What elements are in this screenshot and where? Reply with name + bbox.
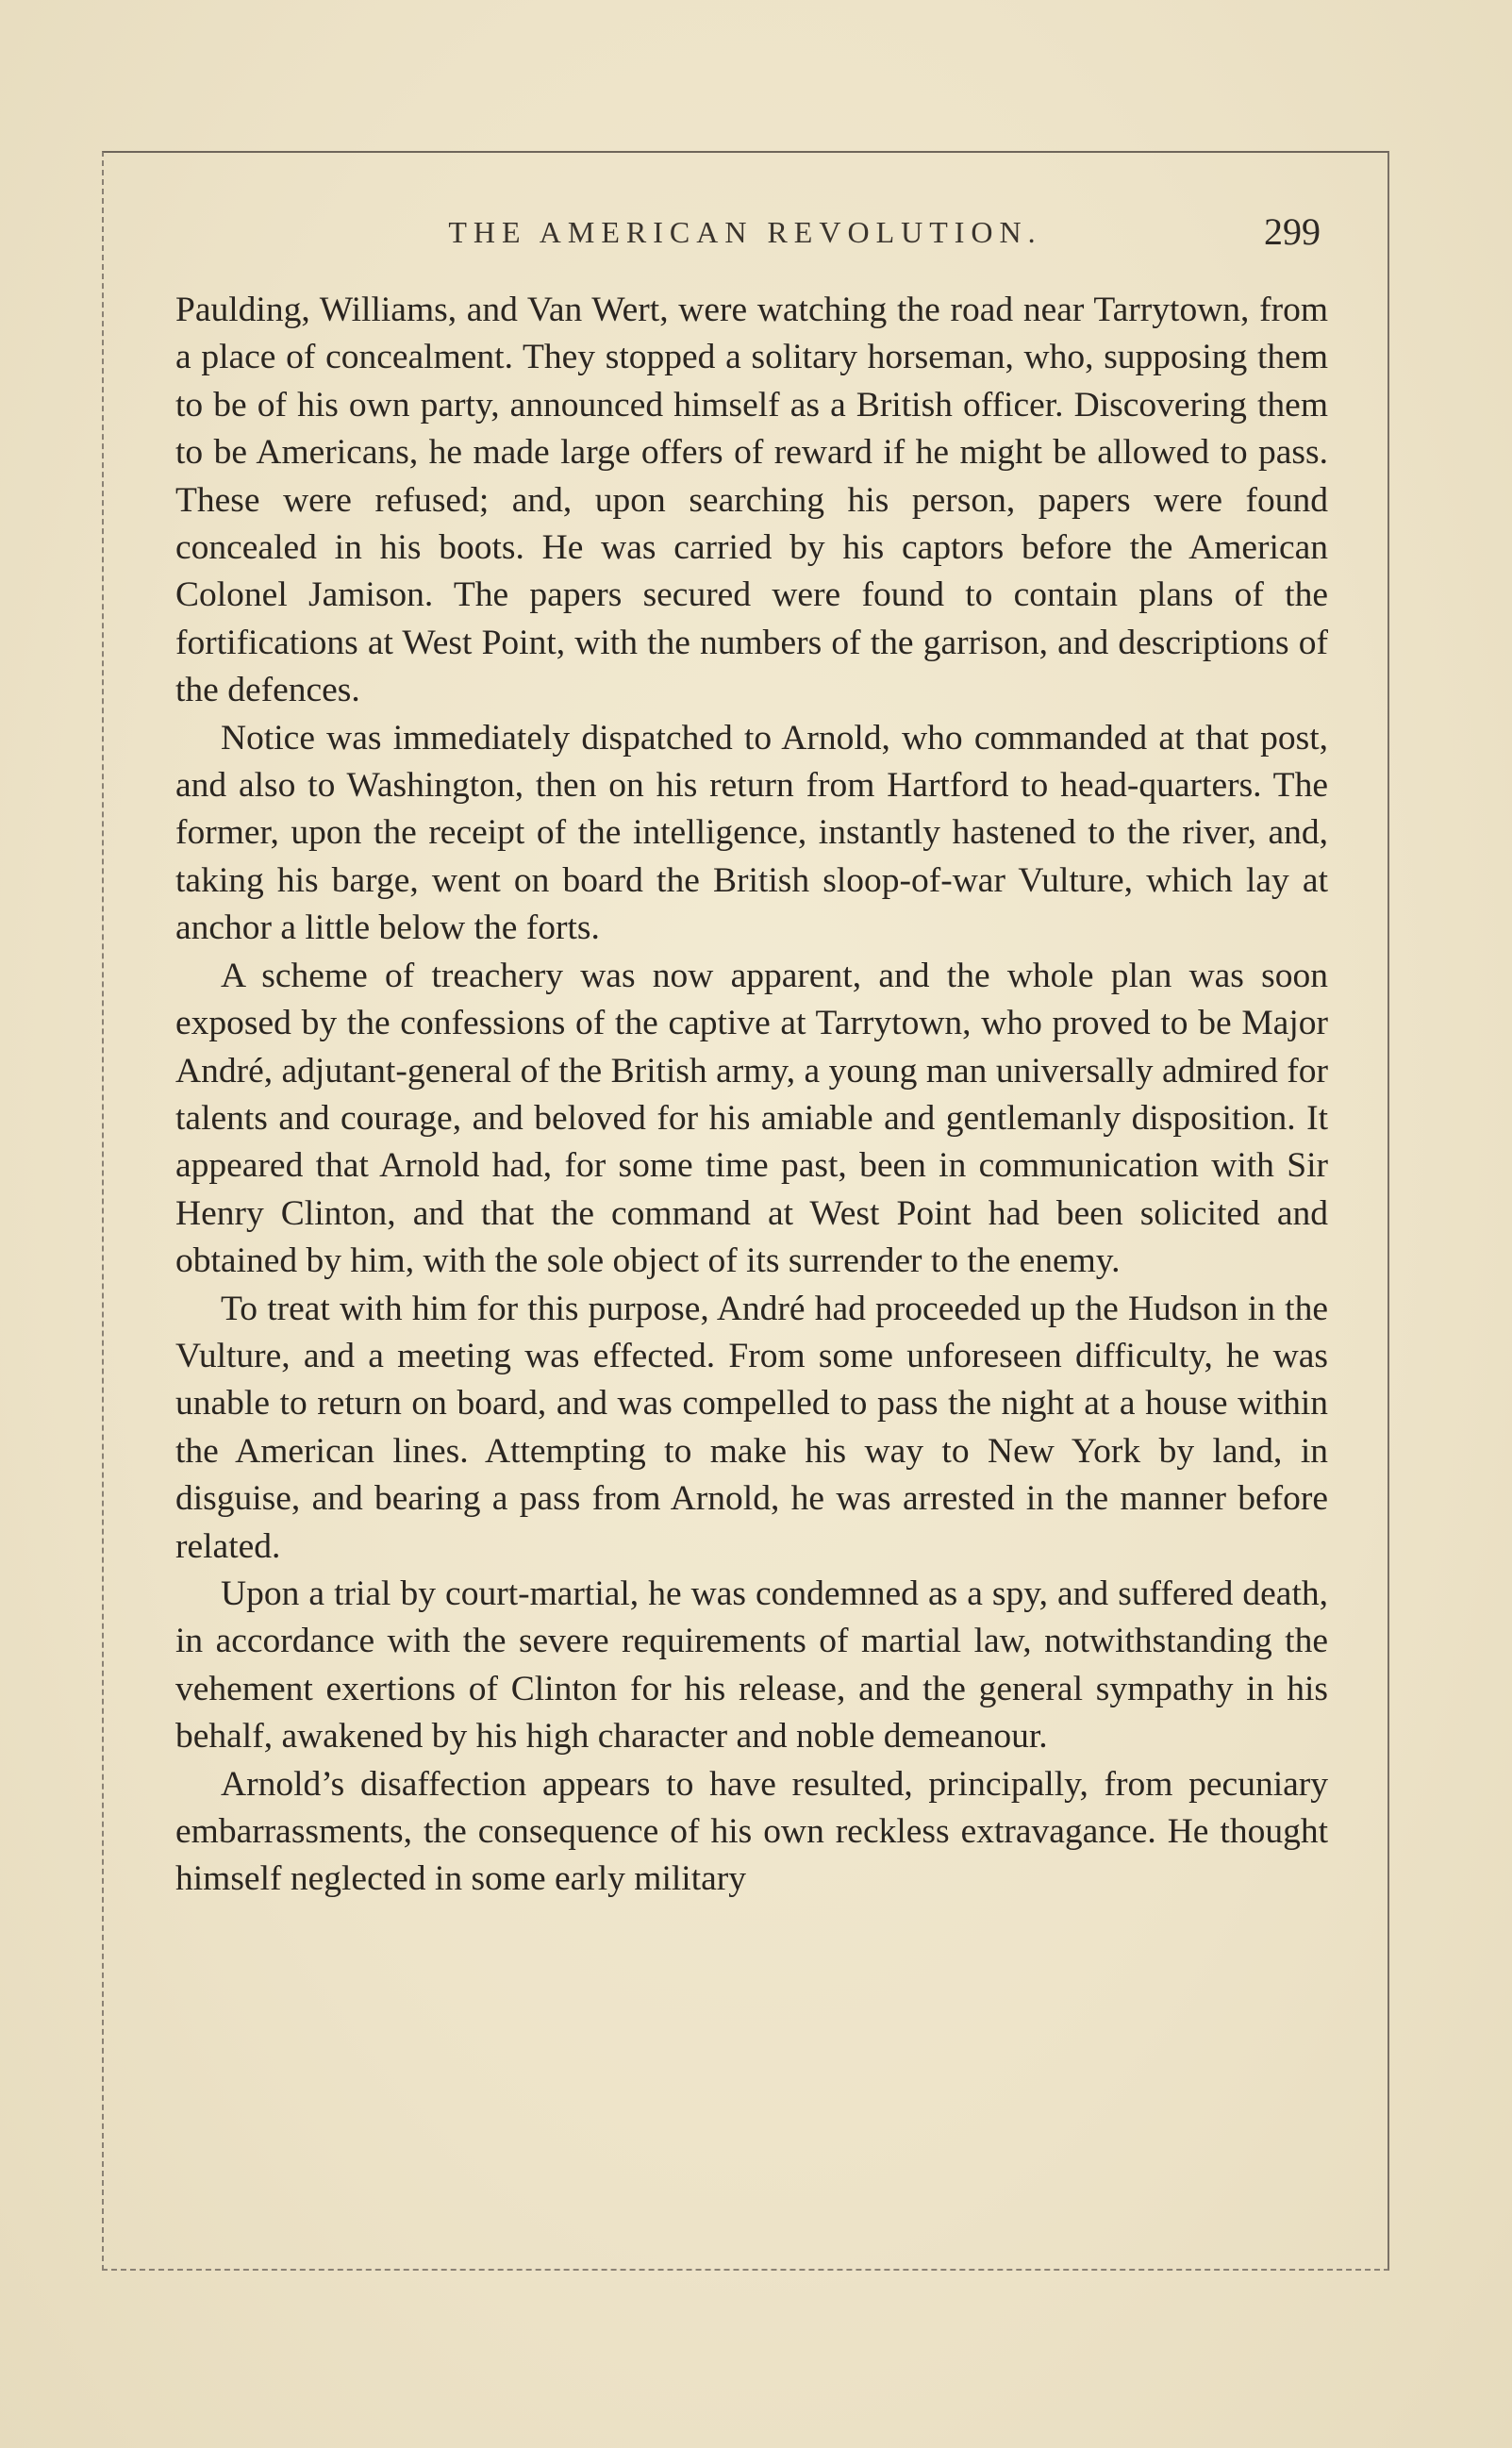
page-number: 299 <box>1264 210 1321 253</box>
running-title: THE AMERICAN REVOLUTION. <box>448 215 1042 249</box>
paragraph-6: Arnold’s disaffection appears to have resulted, principally, from pecuniary embarrassments, the consequence of his own reckless extravagance. He thought himself neglected in some early military <box>175 1764 1328 1899</box>
paragraph-5: Upon a trial by court-martial, he was condemned as a spy, and suffered death, in accordance with the severe requirements of martial law, notwithstanding the vehement exertions of Clinton for his release, and the general sympathy in his behalf, awakened by his high character and noble demeanour. <box>175 1574 1328 1757</box>
paragraph-3: A scheme of treachery was now apparent, and the whole plan was soon exposed by the confessions of the captive at Tarrytown, who proved to be Major André, adjutant-general of the British army, a young man universally admired for talents and courage, and beloved for his amiable and gentlemanly disposition. It appeared that Arnold had, for some time past, been in communication with Sir Henry Clinton, and that the command at West Point had been solicited and obtained by him, with the sole object of its surrender to the enemy. <box>175 956 1328 1281</box>
paragraph-2: Notice was immediately dispatched to Arnold, who commanded at that post, and also to Washington, then on his return from Hartford to head-quarters. The former, upon the receipt of the intelligence, instantly hastened to the river, and, taking his barge, went on board the British sloop-of-war Vulture, which lay at anchor a little below the forts. <box>175 718 1328 948</box>
paragraph-4: To treat with him for this purpose, André had proceeded up the Hudson in the Vulture, and a meeting was effected. From some unforeseen difficulty, he was unable to return on board, and was compelled to pass the night at a house within the American lines. Attempting to make his way to New York by land, in disguise, and bearing a pass from Arnold, he was arrested in the manner before related. <box>175 1289 1328 1566</box>
body-text <box>175 287 1328 1904</box>
paragraph-1: Paulding, Williams, and Van Wert, were watching the road near Tarrytown, from a place of concealment. They stopped a solitary horseman, who, supposing them to be of his own party, announced himself as a British officer. Discovering them to be Americans, he made large offers of reward if he might be allowed to pass. These were refused; and, upon searching his person, papers were found concealed in his boots. He was carried by his captors before the American Colonel Jamison. The papers secured were found to contain plans of the fortifications at West Point, with the numbers of the garrison, and descriptions of the defences. <box>175 291 1328 710</box>
running-head <box>170 209 1321 266</box>
